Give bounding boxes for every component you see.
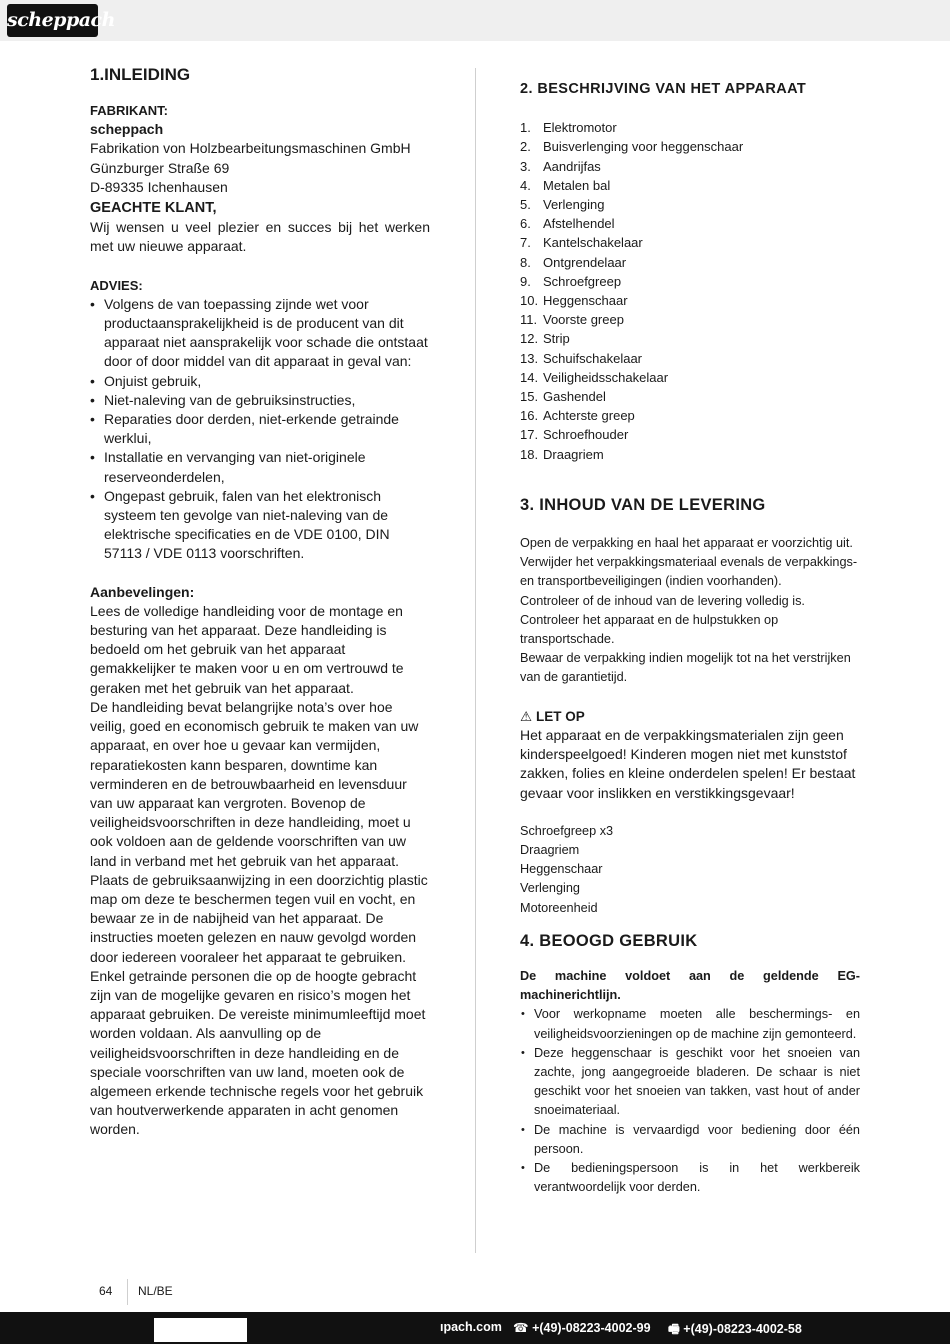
warning-triangle-icon: ⚠ — [520, 708, 533, 724]
list-item: • De bedieningspersoon is in het werkbereik verantwoordelijk voor derden. — [520, 1159, 860, 1197]
recommendations-paragraph-1: Lees de volledige handleiding voor de montage en besturing van het apparaat. Deze handleiding is bedoeld om het gebruik van het apparaat gemakkelijker te maken voor u en om vertrouwd te geraken met het gebruik van het apparaat. — [90, 602, 404, 696]
recommendations-paragraph-2: De handleiding bevat belangrijke nota’s over hoe veilig, goed en economisch gebruik te maken van uw apparaat, en over hoe u gevaar kan vermijden, reparatiekosten kann besparen, downtime kan verminderen en de betrouwbaarheid en levensduur van uw apparaat kan vergroten. Bovenop de veiligheidsvoorschriften in deze handleiding, moet u ook voldoen aan de geldende voorschriften van uw land in verband met het gebruik van het apparaat. Plaats de gebruiksaanwijzing in een doorzichtig plastic map om deze te beschermen tegen vuil en vocht, en bewaar ze in de nabijheid van het apparaat. De instructies moeten gelezen en nauw gevolgd worden door iedereen vooraleer het apparaat te gebruiken. Enkel getrainde personen die op de hoogte gebracht zijn van de mogelijke gevaren en risico’s mogen het apparaat gebruiken. De vereiste minimumleeftijd moet worden voldaan. Als aanvulling op de veiligheidsvoorschriften in deze handleiding en de speciale voorschriften van uw land, moeten ook de algemeen erkende technische regels voor het gebruik van houtverwerkende apparaten in acht genomen worden. — [90, 698, 428, 1138]
list-item: Verlenging — [520, 881, 580, 896]
part-label: Verlenging — [543, 197, 605, 213]
list-item: • Volgens de van toepassing zijnde wet voor productaansprakelijkheid is de producent van dit apparaat niet aansprakelijk voor schade die ontstaat door of door middel van dit apparaat in geval van: — [90, 295, 430, 372]
manufacturer-name: scheppach — [90, 121, 164, 138]
part-number: 4. — [520, 177, 531, 193]
footer-divider — [127, 1279, 128, 1305]
website-text: ıpach.com — [440, 1320, 502, 1334]
delivery-line: Bewaar de verpakking indien mogelijk tot na het verstrijken van de garantietijd. — [520, 651, 851, 685]
part-item — [520, 157, 860, 176]
contact-bar-blank-box — [154, 1318, 247, 1342]
right-column — [520, 80, 860, 1197]
part-label: Elektromotor — [543, 120, 617, 136]
part-label: Veiligheidsschakelaar — [543, 369, 669, 385]
part-number: 1. — [520, 120, 531, 136]
list-item: • Reparaties door derden, niet-erkende getrainde werklui, — [90, 410, 430, 448]
scheppach-logo: scheppach — [7, 4, 98, 37]
list-item: Heggenschaar — [520, 862, 603, 877]
part-number: 9. — [520, 273, 531, 289]
part-number: 18. — [520, 446, 539, 462]
list-item: • Deze heggenschaar is geschikt voor het snoeien van zachte, jong aangegroeide bladeren. De schaar is niet geschikt voor het snoeien van takken, vast hout of ander snoeimateriaal. — [520, 1044, 860, 1121]
part-item — [520, 118, 860, 137]
part-number: 11. — [520, 312, 538, 328]
part-item — [520, 195, 860, 214]
part-item — [520, 329, 860, 348]
delivery-instructions — [520, 534, 860, 688]
part-item — [520, 233, 860, 252]
phone-contact — [513, 1320, 651, 1335]
section-title-introduction: 1.INLEIDING — [90, 65, 191, 84]
list-item: • Installatie en vervanging van niet-originele reserveonderdelen, — [90, 448, 430, 486]
list-item: • Niet-naleving van de gebruiksinstructies, — [90, 391, 430, 410]
part-label: Buisverlenging voor heggenschaar — [543, 139, 744, 155]
list-item: Schroefgreep x3 — [520, 823, 614, 838]
part-number: 16. — [520, 408, 539, 424]
language-code: NL/BE — [138, 1284, 173, 1298]
warning-text: Het apparaat en de verpakkingsmaterialen zijn geen kinderspeelgoed! Kinderen mogen niet met kunststof zakken, folies en kleine onderdelen spelen! Er bestaat gevaar voor inslikken en verstikkingsgevaar! — [520, 726, 856, 801]
part-item — [520, 214, 860, 233]
part-item — [520, 406, 860, 425]
part-number: 5. — [520, 197, 531, 213]
greeting-heading: GEACHTE KLANT, — [90, 200, 217, 217]
column-divider — [475, 68, 476, 1253]
part-label: Schuifschakelaar — [543, 350, 642, 366]
list-item: • De machine is vervaardigd voor bediening door één persoon. — [520, 1121, 860, 1159]
part-number: 12. — [520, 331, 539, 347]
part-item — [520, 310, 860, 329]
delivery-line: Controleer of de inhoud van de levering volledig is. — [520, 593, 805, 608]
delivery-line: Controleer het apparaat en de hulpstukken op transportschade. — [520, 612, 779, 647]
part-number: 13. — [520, 350, 539, 366]
delivery-line: Verwijder het verpakkingsmateriaal evenals de verpakkings- en transportbeveiligingen (indien voorhanden). — [520, 555, 858, 589]
recommendations-label: Aanbevelingen: — [90, 583, 195, 600]
header-bar — [0, 0, 950, 41]
part-number: 10. — [520, 293, 539, 309]
part-item — [520, 387, 860, 406]
list-item: • Onjuist gebruik, — [90, 372, 430, 391]
part-item — [520, 253, 860, 272]
part-number: 2. — [520, 139, 531, 155]
phone-icon: ☎ — [513, 1321, 529, 1335]
section-title-intended-use: 4. BEOOGD GEBRUIK — [520, 931, 698, 950]
part-label: Heggenschaar — [543, 293, 628, 309]
part-item — [520, 137, 860, 156]
manufacturer-street: Günzburger Straße 69 — [90, 159, 230, 176]
delivery-items — [520, 822, 860, 918]
intended-use-lead: De machine voldoet aan de geldende EG-machinerichtlijn. — [520, 968, 860, 1003]
part-item — [520, 176, 860, 195]
page-number: 64 — [99, 1284, 113, 1298]
fax-number: +(49)-08223-4002-58 — [683, 1322, 802, 1336]
part-number: 15. — [520, 389, 539, 405]
part-number: 17. — [520, 427, 539, 443]
part-item — [520, 445, 860, 464]
list-item: Motoreenheid — [520, 900, 598, 915]
fax-icon: 🖷 — [668, 1322, 680, 1336]
part-number: 6. — [520, 216, 531, 232]
manufacturer-company: Fabrikation von Holzbearbeitungsmaschinen GmbH — [90, 140, 411, 157]
part-label: Metalen bal — [543, 177, 611, 193]
section-title-description: 2. BESCHRIJVING VAN HET APPARAAT — [520, 81, 807, 97]
part-number: 3. — [520, 158, 531, 174]
advice-label: ADVIES: — [90, 277, 143, 293]
intended-use-list — [520, 1005, 860, 1197]
fax-contact — [668, 1320, 802, 1341]
part-label: Kantelschakelaar — [543, 235, 643, 251]
warning-heading — [520, 707, 860, 726]
part-item — [520, 349, 860, 368]
part-item — [520, 291, 860, 310]
part-item — [520, 368, 860, 387]
part-label: Schroefgreep — [543, 273, 622, 289]
warning-label: LET OP — [536, 708, 585, 724]
left-column — [90, 64, 430, 1140]
list-item: • Voor werkopname moeten alle beschermings- en veiligheidsvoorzieningen op de machine zijn gemonteerd. — [520, 1005, 860, 1043]
part-label: Aandrijfas — [543, 158, 601, 174]
part-label: Strip — [543, 331, 570, 347]
part-label: Draagriem — [543, 446, 604, 462]
part-number: 7. — [520, 235, 531, 251]
list-item: • Ongepast gebruik, falen van het elektronisch systeem ten gevolge van niet-naleving van de elektrische specificaties en de VDE 0100, DIN 57113 / VDE 0113 voorschriften. — [90, 487, 430, 564]
part-number: 8. — [520, 254, 531, 270]
part-label: Ontgrendelaar — [543, 254, 627, 270]
greeting-text: Wij wensen u veel plezier en succes bij het werken met uw nieuwe apparaat. — [90, 219, 430, 255]
part-number: 14. — [520, 369, 539, 385]
manufacturer-label: FABRIKANT: — [90, 103, 168, 118]
part-item — [520, 425, 860, 444]
part-label: Schroefhouder — [543, 427, 629, 443]
advice-list — [90, 295, 430, 564]
list-item: Draagriem — [520, 842, 580, 857]
section-title-delivery: 3. INHOUD VAN DE LEVERING — [520, 495, 766, 514]
manufacturer-city: D-89335 Ichenhausen — [90, 178, 228, 195]
part-item — [520, 272, 860, 291]
part-label: Afstelhendel — [543, 216, 615, 232]
part-label: Voorste greep — [543, 312, 624, 328]
parts-list — [520, 118, 860, 464]
phone-number: +(49)-08223-4002-99 — [532, 1321, 651, 1335]
part-label: Achterste greep — [543, 408, 635, 424]
part-label: Gashendel — [543, 389, 606, 405]
delivery-line: Open de verpakking en haal het apparaat er voorzichtig uit. — [520, 536, 853, 551]
